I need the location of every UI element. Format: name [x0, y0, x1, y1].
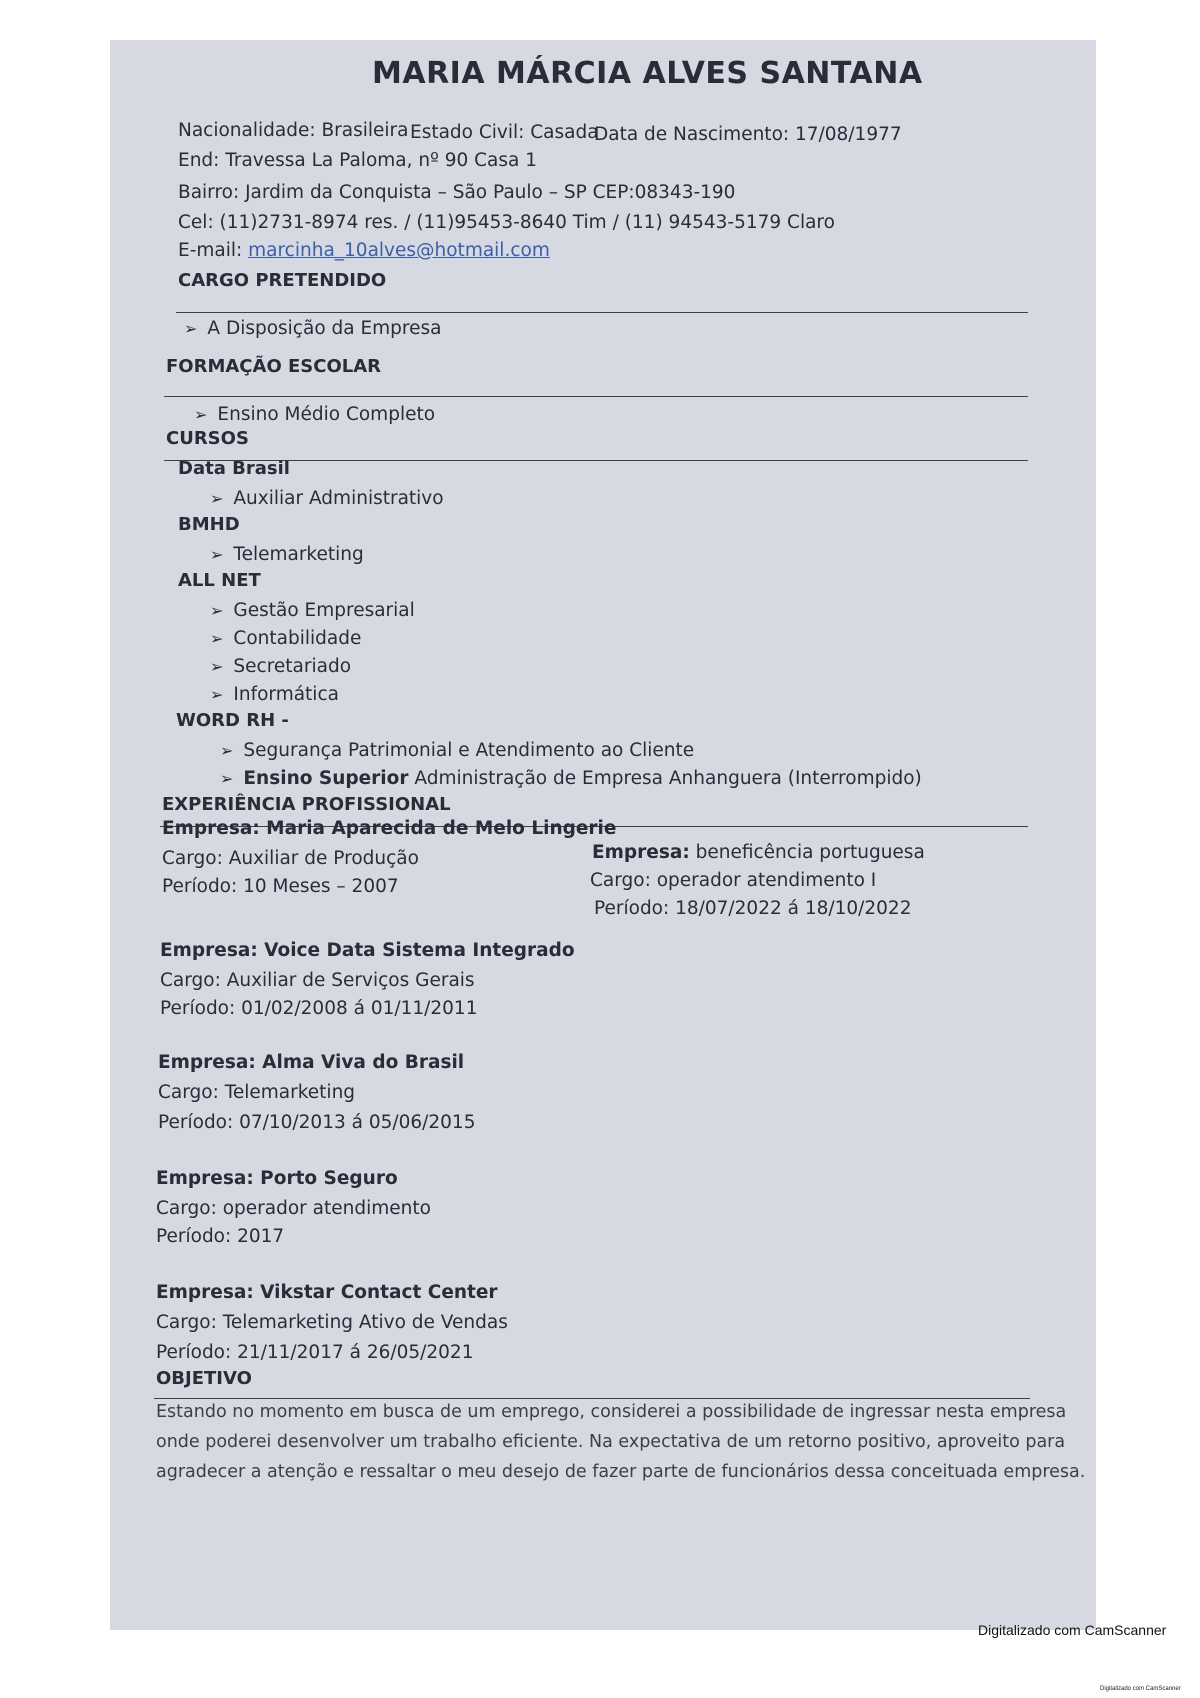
job-period: Período: 07/10/2013 á 05/06/2015 — [158, 1112, 476, 1133]
course-provider-allnet: ALL NET — [178, 570, 261, 591]
list-item: ➢ Secretariado — [210, 656, 352, 677]
email-line — [178, 240, 550, 261]
job-role: Cargo: Telemarketing Ativo de Vendas — [156, 1312, 508, 1333]
email-link[interactable]: marcinha_10alves@hotmail.com — [248, 240, 550, 261]
list-item: ➢ Telemarketing — [210, 544, 364, 565]
district: Bairro: Jardim da Conquista – São Paulo – SP CEP:08343-190 — [178, 182, 736, 203]
course-provider-wordrh: WORD RH - — [176, 710, 289, 731]
nationality: Nacionalidade: Brasileira — [178, 120, 409, 141]
job-company: Empresa: Voice Data Sistema Integrado — [160, 940, 575, 961]
section-title-formacao: FORMAÇÃO ESCOLAR — [166, 356, 382, 377]
job-company: Empresa: Alma Viva do Brasil — [158, 1052, 465, 1073]
course-provider-data-brasil: Data Brasil — [178, 458, 290, 479]
job-role: Cargo: Auxiliar de Serviços Gerais — [160, 970, 475, 991]
job-role: Cargo: Telemarketing — [158, 1082, 356, 1103]
scanned-page — [110, 40, 1096, 1630]
objective-line: agradecer a atenção e ressaltar o meu desejo de fazer parte de funcionários dessa conceituada empresa. — [156, 1462, 1086, 1482]
job-period: Período: 18/07/2022 á 18/10/2022 — [594, 898, 912, 919]
phones: Cel: (11)2731-8974 res. / (11)95453-8640 Tim / (11) 94543-5179 Claro — [178, 212, 835, 233]
list-item: ➢ Ensino Superior Administração de Empresa Anhanguera (Interrompido) — [220, 768, 922, 789]
job-role: Cargo: Auxiliar de Produção — [162, 848, 419, 869]
civil-status: Estado Civil: Casada — [410, 122, 599, 143]
job-role: Cargo: operador atendimento — [156, 1198, 431, 1219]
section-divider — [154, 1398, 1030, 1399]
arrow-bullet-icon: ➢ — [194, 405, 208, 424]
list-item: ➢ Contabilidade — [210, 628, 362, 649]
job-role: Cargo: operador atendimento I — [590, 870, 877, 891]
list-item: ➢ Auxiliar Administrativo — [210, 488, 444, 509]
objective-line: Estando no momento em busca de um emprego, considerei a possibilidade de ingressar nesta empresa — [156, 1402, 1067, 1422]
list-item: ➢ Segurança Patrimonial e Atendimento ao Cliente — [220, 740, 695, 761]
course-provider-bmhd: BMHD — [178, 514, 240, 535]
scanner-watermark: Digitalizado com CamScanner — [978, 1622, 1167, 1638]
candidate-name: MARIA MÁRCIA ALVES SANTANA — [372, 56, 923, 91]
job-company: Empresa: Maria Aparecida de Melo Lingerie — [162, 818, 617, 839]
list-item: ➢ Informática — [210, 684, 339, 705]
email-label: E-mail: — [178, 240, 249, 261]
section-title-objetivo: OBJETIVO — [156, 1368, 252, 1389]
arrow-bullet-icon: ➢ — [210, 657, 224, 676]
job-period: Período: 01/02/2008 á 01/11/2011 — [160, 998, 478, 1019]
address: End: Travessa La Paloma, nº 90 Casa 1 — [178, 150, 538, 171]
job-company: Empresa: beneficência portuguesa — [592, 842, 925, 863]
section-divider — [164, 460, 1028, 461]
job-period: Período: 2017 — [156, 1226, 285, 1247]
list-item: ➢ Ensino Médio Completo — [194, 404, 436, 425]
objective-line: onde poderei desenvolver um trabalho eficiente. Na expectativa de um retorno positivo, aproveito para — [156, 1432, 1066, 1452]
job-company: Empresa: Vikstar Contact Center — [156, 1282, 498, 1303]
section-divider — [176, 312, 1028, 313]
job-period: Período: 10 Meses – 2007 — [162, 876, 399, 897]
section-divider — [164, 396, 1028, 397]
section-title-cursos: CURSOS — [166, 428, 249, 449]
arrow-bullet-icon: ➢ — [210, 629, 224, 648]
arrow-bullet-icon: ➢ — [210, 601, 224, 620]
list-item: ➢ Gestão Empresarial — [210, 600, 415, 621]
arrow-bullet-icon: ➢ — [220, 769, 234, 788]
section-title-cargo: CARGO PRETENDIDO — [178, 270, 387, 291]
scanner-watermark-small: Digitalizado com CamScanner — [1100, 1686, 1181, 1692]
birth-date: Data de Nascimento: 17/08/1977 — [594, 124, 902, 145]
arrow-bullet-icon: ➢ — [210, 545, 224, 564]
arrow-bullet-icon: ➢ — [220, 741, 234, 760]
section-title-experiencia: EXPERIÊNCIA PROFISSIONAL — [162, 794, 451, 815]
job-company: Empresa: Porto Seguro — [156, 1168, 398, 1189]
arrow-bullet-icon: ➢ — [184, 319, 198, 338]
list-item: ➢ A Disposição da Empresa — [184, 318, 442, 339]
arrow-bullet-icon: ➢ — [210, 489, 224, 508]
arrow-bullet-icon: ➢ — [210, 685, 224, 704]
job-period: Período: 21/11/2017 á 26/05/2021 — [156, 1342, 474, 1363]
